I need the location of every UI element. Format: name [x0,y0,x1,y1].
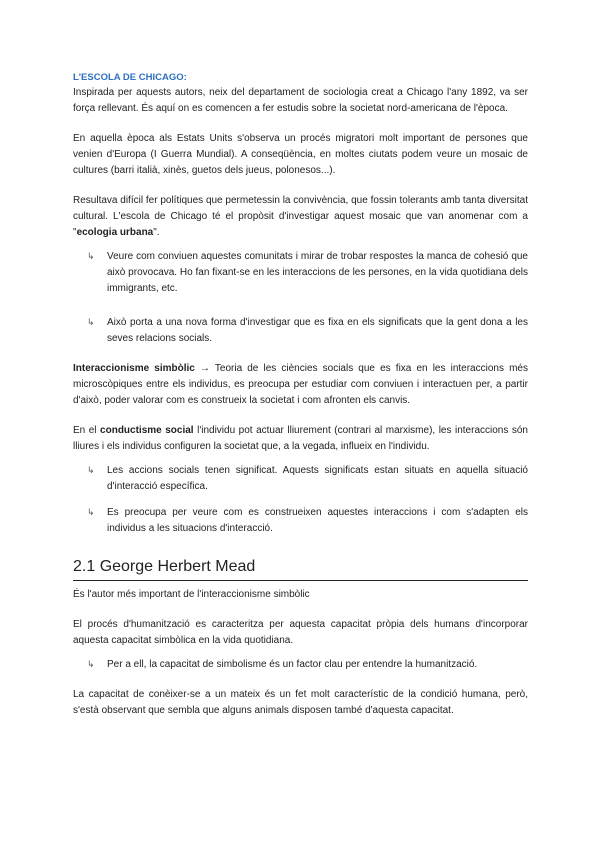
paragraph: És l'autor més important de l'interaccionisme simbòlic [73,589,310,600]
bullet-arrow-icon: ↳ [87,466,95,476]
list-item: ↳ Les accions socials tenen significat. Aquests significats estan situats en aquella situació d'interacció específica. [87,465,528,492]
paragraph: En el conductisme social l'individu pot actuar lliurement (contrari al marxisme), les interaccions són lliures i els individus configuren la societat que, a la vegada, influeix en l'individu. [73,425,528,452]
list-item: ↳ Es preocupa per veure com es construeixen aquestes interaccions i com s'adapten els individus a les situacions d'interacció. [87,507,528,534]
bullet-list [73,463,528,537]
bullet-list [73,657,528,673]
paragraph: Inspirada per aquests autors, neix del departament de sociologia creat a Chicago l'any 1892, va ser força rellevant. És aquí on es comencen a fer estudis sobre la societat nord-americana de l'època. [73,87,528,114]
list-item: ↳ Això porta a una nova forma d'investigar que es fixa en els significats que la gent dona a les seves relacions socials. [87,317,528,344]
list-item: ↳ Veure com conviuen aquestes comunitats i mirar de trobar respostes la manca de cohesió que això provocava. Ho fan fixant-se en les interaccions de les persones, en la vida quotidiana dels immigrants, etc. [87,251,528,294]
document-body [73,72,528,719]
bullet-arrow-icon: ↳ [87,252,95,262]
arrow-symbol: → [199,363,210,374]
section-label: L'ESCOLA DE CHICAGO: [73,72,187,83]
section-heading: 2.1 George Herbert Mead [73,557,528,581]
paragraph: Resultava difícil fer polítiques que permetessin la convivència, que fossin tolerants amb tanta diversitat cultural. L'escola de Chicago té el propòsit d'investigar aquest mosaic que van anomenar com a "ecologia urbana". [73,195,528,238]
paragraph: El procés d'humanització es caracteritza per aquesta capacitat pròpia dels humans d'incorporar aquesta capacitat simbòlica en la vida quotidiana. [73,619,528,646]
paragraph: Interaccionisme simbòlic → Teoria de les ciències socials que es fixa en les interaccions més microscòpiques entre els individus, es preocupa per estudiar com conviuen i interactuen per, a partir d'això, poder valorar com es construeix la societat i com afronten els canvis. [73,363,528,406]
bullet-arrow-icon: ↳ [87,660,95,670]
list-item: ↳ Per a ell, la capacitat de simbolisme és un factor clau per entendre la humanització. [73,657,528,673]
bold-term: Interaccionisme simbòlic [73,363,195,374]
bullet-arrow-icon: ↳ [87,318,95,328]
paragraph: En aquella època als Estats Units s'observa un procés migratori molt important de persones que venien d'Europa (I Guerra Mundial). A conseqüència, en moltes ciutats podem veure un mosaic de cultures (barri italià, xinès, guetos dels jueus, polonesos...). [73,133,528,176]
bold-term: ecologia urbana [76,227,154,238]
bullet-list [73,249,528,347]
paragraph: La capacitat de conèixer-se a un mateix és un fet molt característic de la condició humana, però, s'està observant que sembla que alguns animals disposen també d'aquesta capacitat. [73,689,528,716]
bullet-arrow-icon: ↳ [87,508,95,518]
bold-term: conductisme social [100,425,194,436]
